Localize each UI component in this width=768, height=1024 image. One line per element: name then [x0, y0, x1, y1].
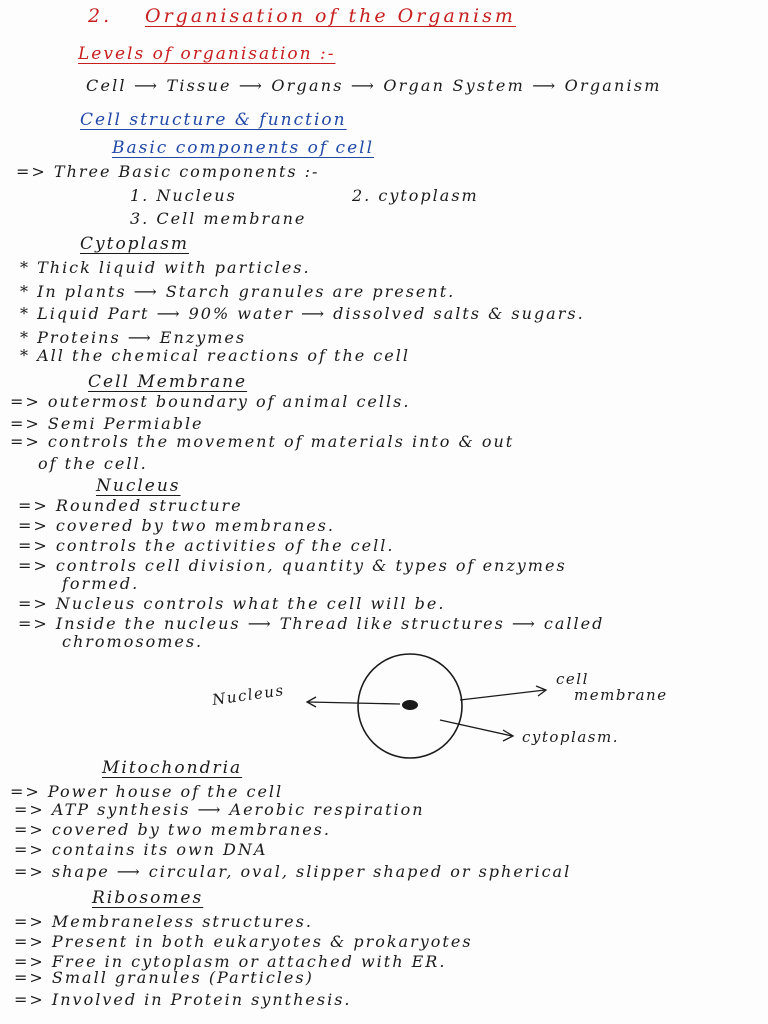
nucleus-point-1: => Rounded structure [18, 496, 243, 515]
ribosomes-point-5: => Involved in Protein synthesis. [14, 990, 352, 1009]
nucleus-point-3: => controls the activities of the cell. [18, 536, 395, 555]
mitochondria-heading: Mitochondria [102, 758, 243, 778]
ribosomes-point-3: => Free in cytoplasm or attached with ER. [14, 952, 447, 971]
diagram-label-nucleus: Nucleus [211, 681, 286, 709]
levels-heading: Levels of organisation :- [78, 44, 336, 64]
membrane-point-3: => controls the movement of materials into & out [10, 432, 515, 451]
nucleus-point-4: => controls cell division, quantity & types of enzymes [18, 556, 567, 575]
cytoplasm-arrowhead [503, 730, 513, 741]
cytoplasm-point-1: * Thick liquid with particles. [20, 258, 311, 277]
mitochondria-point-1: => Power house of the cell [10, 782, 284, 801]
cytoplasm-point-4: * Proteins ⟶ Enzymes [20, 328, 247, 347]
diagram-label-cell: cell [556, 670, 589, 688]
nucleus-point-5: => Nucleus controls what the cell will be. [18, 594, 446, 613]
ribosomes-point-4: => Small granules (Particles) [14, 968, 314, 987]
membrane-point-3-cont: of the cell. [38, 454, 148, 473]
nucleus-arrowhead [307, 697, 316, 707]
levels-flow: Cell ⟶ Tissue ⟶ Organs ⟶ Organ System ⟶ Organism [86, 76, 662, 95]
mitochondria-point-3: => covered by two membranes. [14, 820, 331, 839]
diagram-label-cytoplasm: cytoplasm. [522, 728, 619, 746]
component-nucleus: 1. Nucleus [130, 186, 237, 205]
nucleus-point-6-cont: chromosomes. [62, 632, 204, 651]
mitochondria-point-5: => shape ⟶ circular, oval, slipper shaped or spherical [14, 862, 572, 881]
mitochondria-point-2: => ATP synthesis ⟶ Aerobic respiration [14, 800, 425, 819]
cell-membrane-circle [358, 654, 462, 758]
membrane-pointer-line [460, 690, 545, 700]
ribosomes-point-2: => Present in both eukaryotes & prokaryotes [14, 932, 473, 951]
nucleus-dot [402, 700, 418, 710]
mitochondria-point-4: => contains its own DNA [14, 840, 268, 859]
nucleus-point-6: => Inside the nucleus ⟶ Thread like structures ⟶ called [18, 614, 605, 633]
membrane-point-1: => outermost boundary of animal cells. [10, 392, 411, 411]
membrane-point-2: => Semi Permiable [10, 414, 204, 433]
ribosomes-heading: Ribosomes [92, 888, 204, 908]
component-membrane: 3. Cell membrane [130, 209, 307, 228]
cytoplasm-point-3: * Liquid Part ⟶ 90% water ⟶ dissolved salts & sugars. [20, 304, 585, 323]
nucleus-point-4-cont: formed. [62, 574, 140, 593]
component-cytoplasm: 2. cytoplasm [352, 186, 479, 205]
cytoplasm-pointer-line [440, 720, 512, 736]
cell-membrane-heading: Cell Membrane [88, 372, 248, 392]
components-intro: => Three Basic components :- [16, 162, 320, 181]
diagram-label-membrane: membrane [574, 686, 668, 704]
nucleus-pointer-line [308, 702, 400, 704]
basic-components-heading: Basic components of cell [112, 138, 375, 158]
ribosomes-point-1: => Membraneless structures. [14, 912, 313, 931]
membrane-arrowhead [536, 686, 546, 696]
cytoplasm-point-2: * In plants ⟶ Starch granules are present. [20, 282, 456, 301]
chapter-number: 2. [88, 5, 113, 27]
nucleus-point-2: => covered by two membranes. [18, 516, 335, 535]
chapter-title: Organisation of the Organism [145, 5, 516, 27]
cytoplasm-heading: Cytoplasm [80, 234, 189, 254]
nucleus-heading: Nucleus [96, 476, 181, 496]
cytoplasm-point-5: * All the chemical reactions of the cell [20, 346, 410, 365]
cell-structure-heading: Cell structure & function [80, 110, 347, 130]
